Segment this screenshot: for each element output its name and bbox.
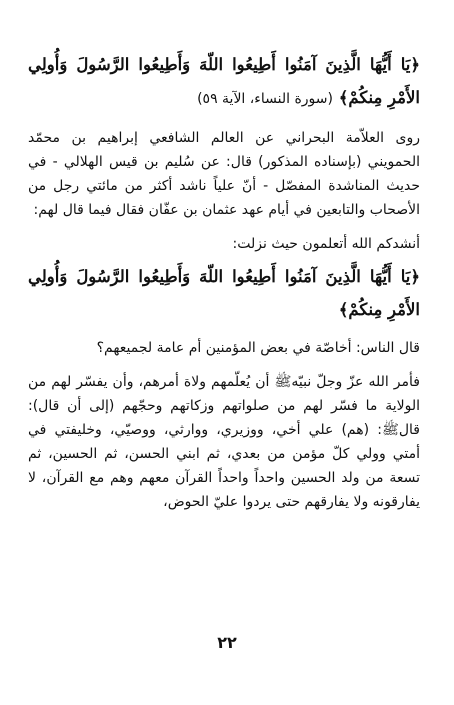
- narration-paragraph: روى العلاّمة البحراني عن العالم الشافعي إبراهيم بن محمّد الحمويني (بإسناده المذكور) قال: عن سُليم بن قيس الهلالي - في حديث المناشدة المفصّل - أنّ علياً ناشد أكثر من مائتي رجل من الأصحاب والتابعين في أيام عهد عثمان بن عفّان فقال فيما قال لهم:: [28, 130, 420, 218]
- hadith-paragraph: فأمر الله عزّ وجلّ نبيّهﷺ أن يُعلّمهم ولاة أمرهم، وأن يفسّر لهم من الولاية ما فسّر لهم من صلواتهم وزكاتهم وحجّهم (إلى أن قال): قالﷺ: (هم) علي أخي، ووزيري، ووارثي، ووصيّي، وخليفتي في أمتي وولي كلّ مؤمن من بعدي، ثم ابني الحسن، ثم الحسين، ثم تسعة من ولد الحسين واحداً واحداً القرآن معهم وهم مع القرآن، لا يفارقونه ولا يفارقهم حتى يردوا عليّ الحوض،: [28, 374, 420, 510]
- people-question: قال الناس: أخاصّة في بعض المؤمنين أم عامة لجميعهم؟: [96, 340, 420, 356]
- page-content: [28, 48, 420, 514]
- quran-verse-2: ﴿يَا أَيُّهَا الَّذِينَ آمَنُوا أَطِيعُوا اللّهَ وَأَطِيعُوا الرَّسُولَ وَأُولِي الأَمْرِ مِنكُمْ﴾: [28, 267, 420, 319]
- oath-line: أنشدكم الله أتعلمون حيث نزلت:: [232, 236, 420, 252]
- verse-1-reference: (سورة النساء، الآية ٥٩): [197, 91, 333, 107]
- verse-1-text: ﴿يَا أَيُّهَا الَّذِينَ آمَنُوا أَطِيعُوا اللّهَ وَأَطِيعُوا الرَّسُولَ وَأُولِي الأَمْرِ مِنكُمْ﴾: [28, 55, 420, 107]
- page-number: ٢٢: [217, 633, 237, 652]
- quran-verse-1: [28, 48, 420, 116]
